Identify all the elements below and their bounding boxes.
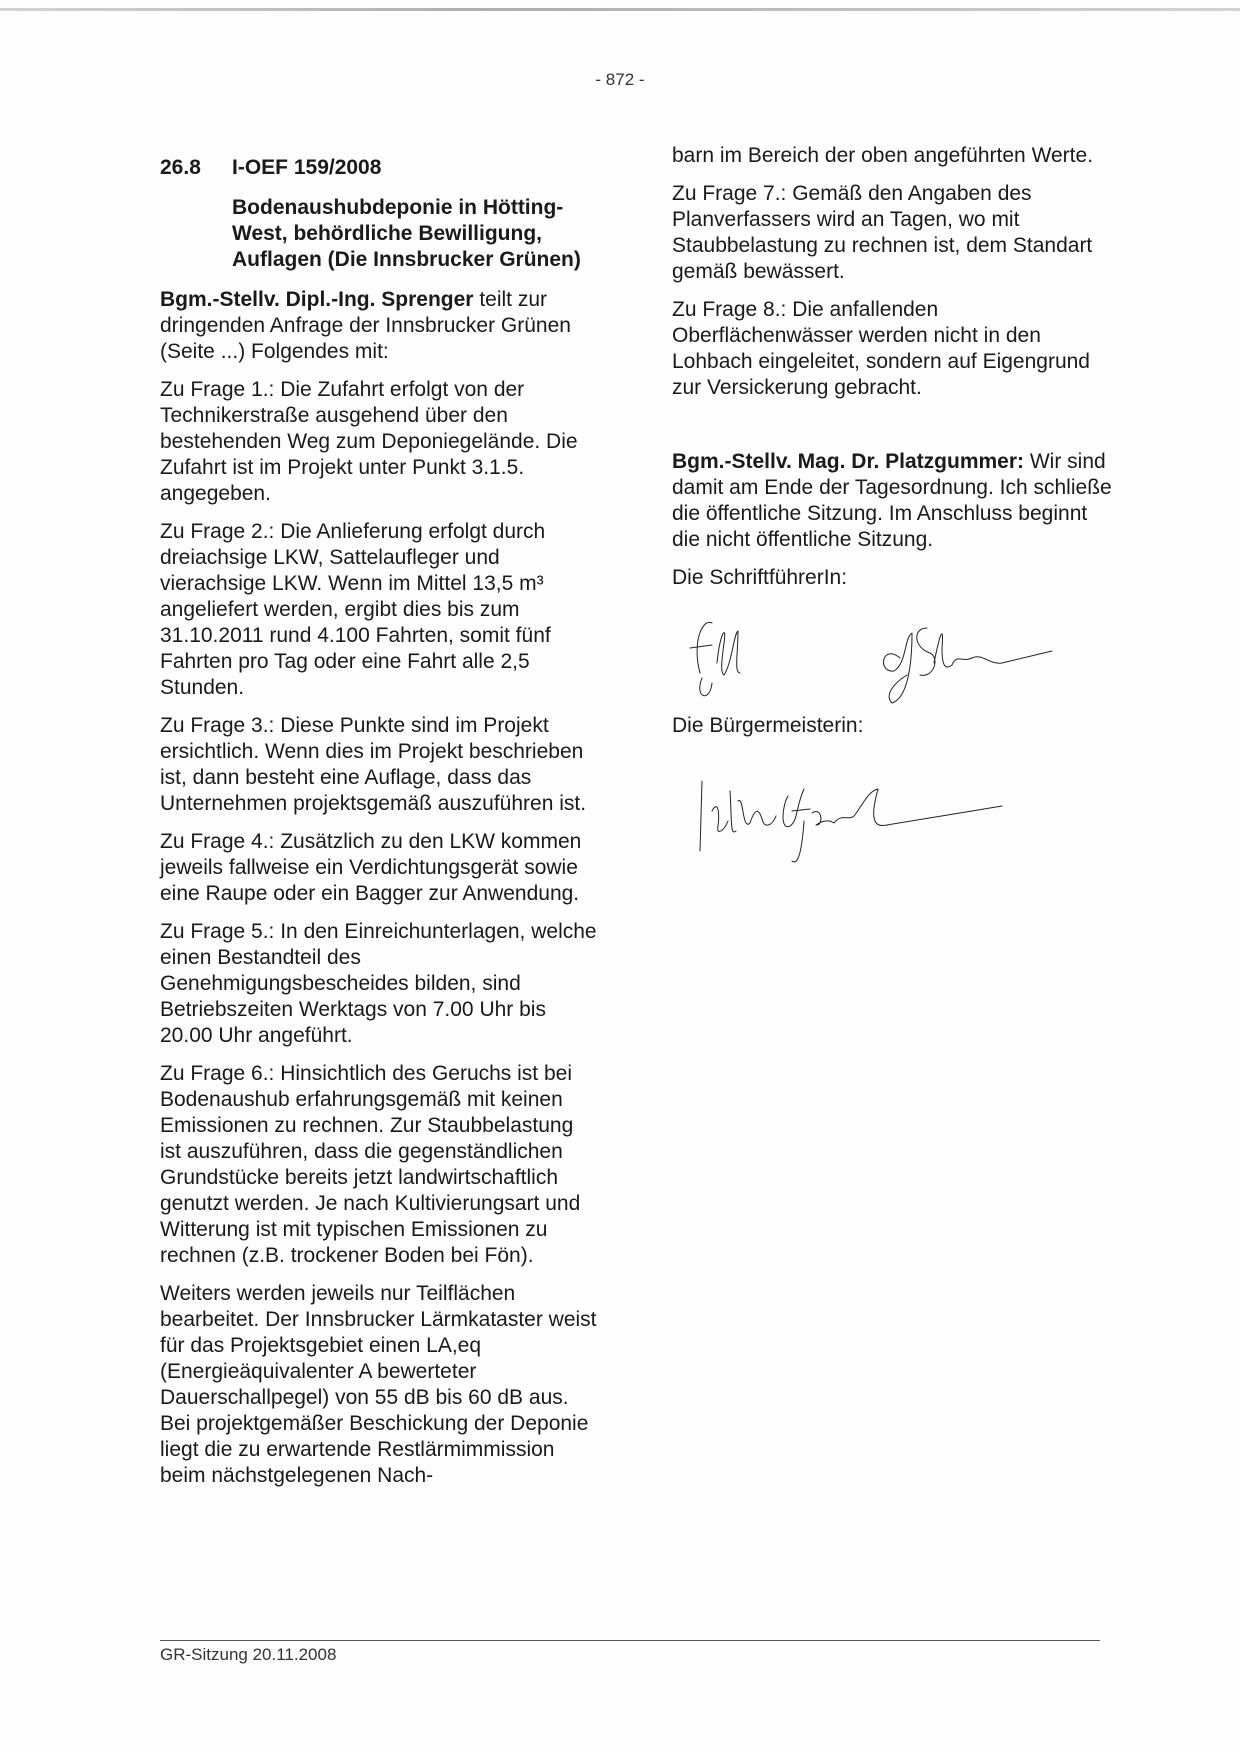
answer-paragraph: barn im Bereich der oben angeführten Werte. bbox=[672, 144, 1094, 167]
answer-paragraph: Zu Frage 7.: Gemäß den Angaben des Planverfassers wird an Tagen, wo mit Staubbelastung zu rechnen ist, dem Standart gemäß bewässert. bbox=[672, 182, 1093, 283]
intro-paragraph bbox=[160, 287, 600, 365]
closing-paragraph bbox=[672, 449, 1112, 553]
answer-paragraph: Weiters werden jeweils nur Teilflächen bearbeitet. Der Innsbrucker Lärmkataster weist für das Projektsgebiet einen LA,eq (Energieäquivalenter A bewerteter Dauerschallpegel) von 55 dB bis 60 dB aus. Bei projektgemäßer Beschickung der Deponie liegt die zu erwartende Restlärmimmission beim nächstgelegenen Nach- bbox=[160, 1282, 597, 1487]
right-column bbox=[672, 143, 1112, 871]
mayor-signature bbox=[672, 751, 1092, 871]
closing-speaker: Bgm.-Stellv. Mag. Dr. Platzgummer: bbox=[672, 450, 1025, 473]
page-number: - 872 - bbox=[595, 70, 645, 89]
mayor-signature-area bbox=[672, 751, 1112, 871]
intro-speaker: Bgm.-Stellv. Dipl.-Ing. Sprenger bbox=[160, 288, 474, 311]
answer-paragraph: Zu Frage 6.: Hinsichtlich des Geruchs ist bei Bodenaushub erfahrungsgemäß mit keinen Emissionen zu rechnen. Zur Staubbelastung ist auszuführen, dass die gegenständlichen Grundstücke bereits jetzt landwirtschaftlich genutzt werden. Je nach Kultivierungsart und Witterung ist mit typischen Emissionen zu rechnen (z.B. trockener Boden bei Fön). bbox=[160, 1062, 581, 1267]
footer-text: GR-Sitzung 20.11.2008 bbox=[160, 1645, 337, 1664]
scan-top-edge bbox=[0, 8, 1240, 11]
answer-paragraph: Zu Frage 2.: Die Anlieferung erfolgt durch dreiachsige LKW, Sattelaufleger und vierachsige LKW. Wenn im Mittel 13,5 m³ angeliefert werden, ergibt dies bis zum 31.10.2011 rund 4.100 Fahrten, somit fünf Fahrten pro Tag oder eine Fahrt alle 2,5 Stunden. bbox=[160, 520, 551, 699]
closing-text: Wir sind damit am Ende der Tagesordnung. Ich schließe die öffentliche Sitzung. Im Anschluss beginnt die nicht öffentliche Sitzung. bbox=[672, 450, 1112, 551]
answer-paragraph: Zu Frage 3.: Diese Punkte sind im Projekt ersichtlich. Wenn dies im Projekt beschrieben ist, dann besteht eine Auflage, dass das Unternehmen projektsgemäß auszuführen ist. bbox=[160, 714, 587, 815]
secretary-label: Die SchriftführerIn: bbox=[672, 566, 848, 589]
secretary-signatures bbox=[672, 603, 1112, 713]
item-number: 26.8 bbox=[160, 156, 201, 179]
answer-paragraph: Zu Frage 5.: In den Einreichunterlagen, welche einen Bestandteil des Genehmigungsbescheides bilden, sind Betriebszeiten Werktags von 7.00 Uhr bis 20.00 Uhr angeführt. bbox=[160, 920, 597, 1047]
footer-rule bbox=[160, 1640, 1100, 1641]
left-column bbox=[160, 155, 600, 1501]
answer-paragraph: Zu Frage 1.: Die Zufahrt erfolgt von der Technikerstraße ausgehend über den bestehenden Weg zum Deponiegelände. Die Zufahrt ist im Projekt unter Punkt 3.1.5. angegeben. bbox=[160, 378, 578, 505]
item-reference: I-OEF 159/2008 bbox=[232, 156, 382, 179]
item-topic: Bodenaushubdeponie in Hötting-West, behördliche Bewilligung, Auflagen (Die Innsbrucker Grünen) bbox=[232, 196, 581, 271]
answer-paragraph: Zu Frage 4.: Zusätzlich zu den LKW kommen jeweils fallweise ein Verdichtungsgerät sowie eine Raupe oder ein Bagger zur Anwendung. bbox=[160, 830, 582, 905]
item-heading bbox=[160, 155, 600, 181]
intro-text: teilt zur dringenden Anfrage der Innsbrucker Grünen (Seite ...) Folgendes mit: bbox=[160, 288, 571, 363]
handwritten-signatures bbox=[672, 603, 1092, 713]
mayor-label: Die Bürgermeisterin: bbox=[672, 714, 864, 737]
answer-paragraph: Zu Frage 8.: Die anfallenden Oberflächenwässer werden nicht in den Lohbach eingeleitet, sondern auf Eigengrund zur Versickerung gebracht. bbox=[672, 298, 1090, 399]
